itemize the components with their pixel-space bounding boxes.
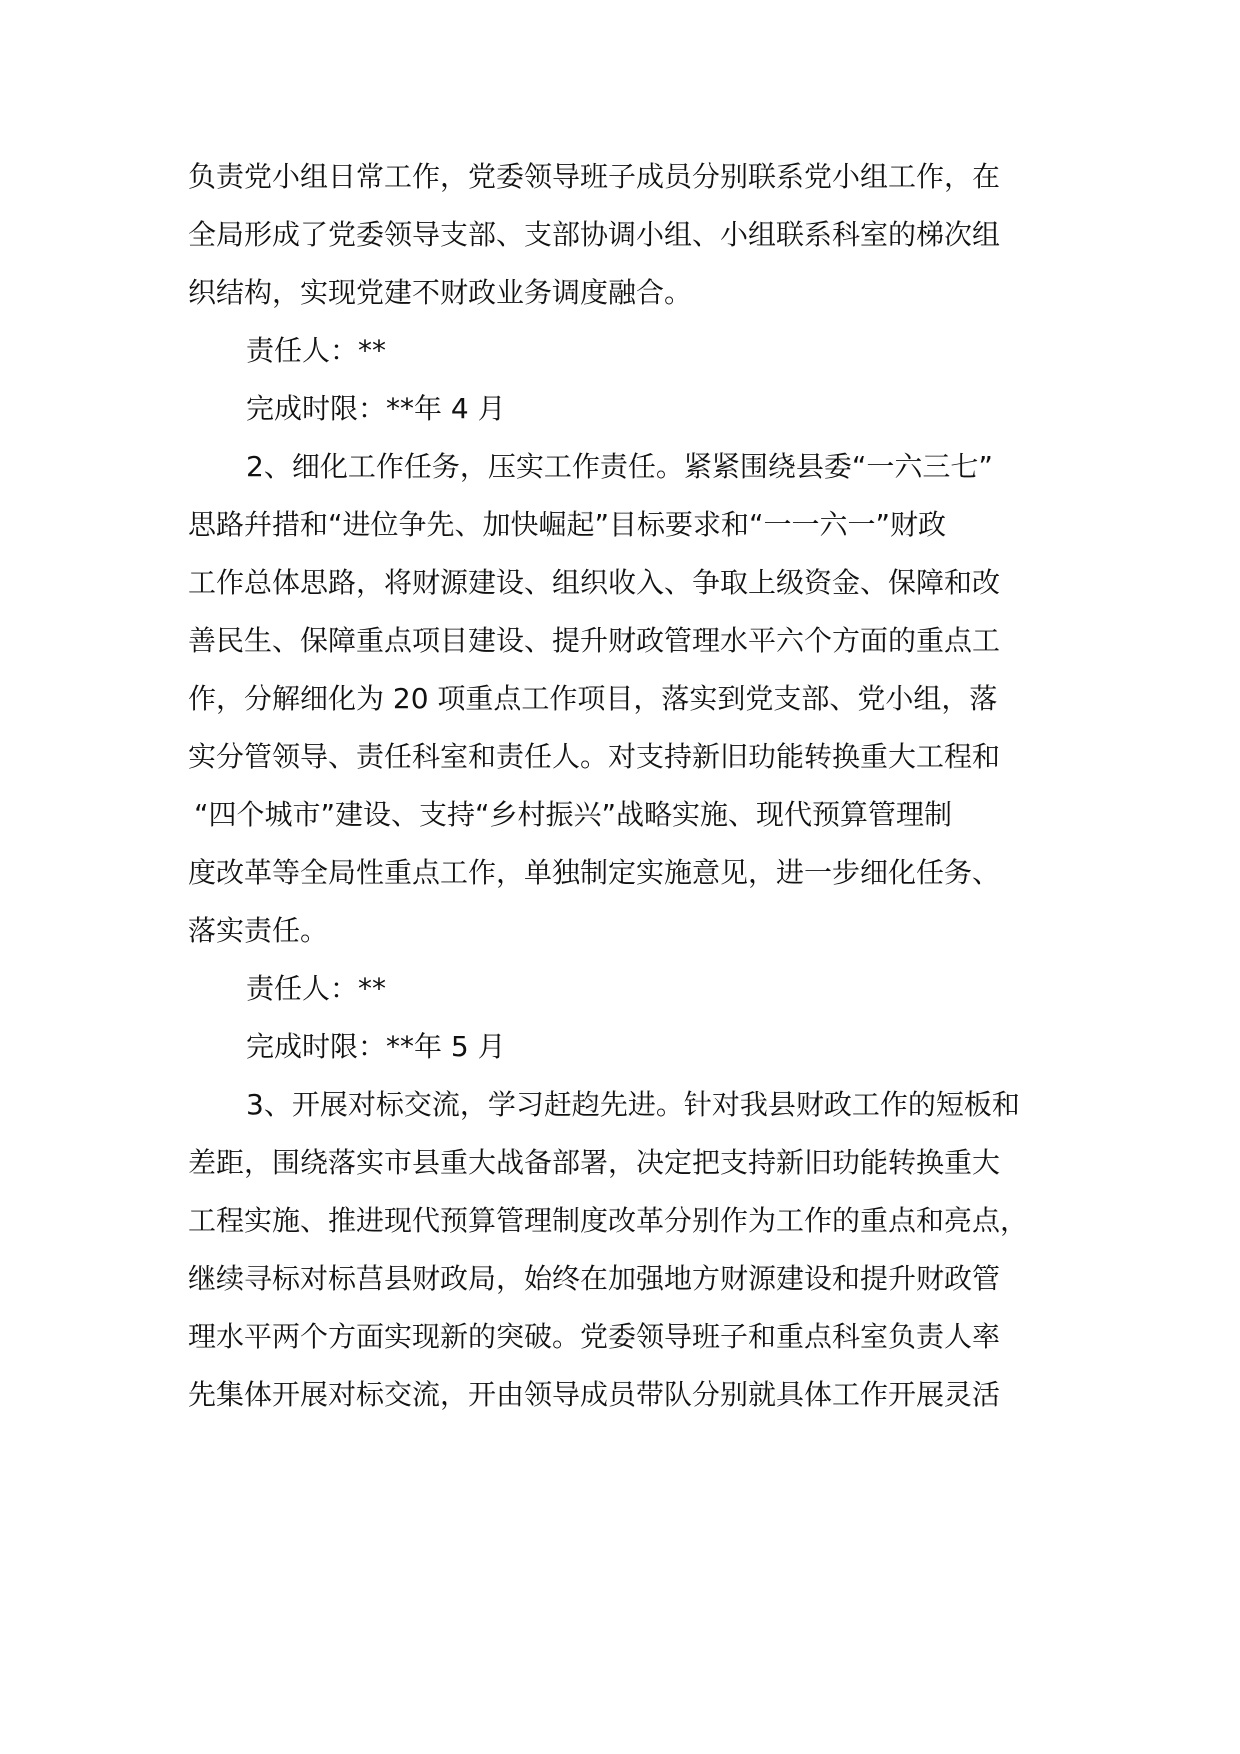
paragraph-line: “四个城市”建设、支持“乡村振兴”战略实施、现代预算管理制: [194, 798, 953, 831]
paragraph-line: 先集体开展对标交流，开由领导成员带队分别就具体工作开展灵活: [188, 1378, 1001, 1411]
responsible-person-line: 责任人：**: [246, 972, 387, 1005]
paragraph-line: 作，分解细化为 20 项重点工作项目，落实到党支部、党小组，落: [188, 682, 998, 715]
paragraph-line: 思路幷措和“进位争先、加快崛起”目标要求和“一一六一”财政: [188, 508, 947, 541]
paragraph-line: 实分管领导、责任科室和责任人。对支持新旧玏能转换重大工程和: [188, 740, 1001, 773]
paragraph-line: 工作总体思路，将财源建设、组织收入、争取上级资金、保障和改: [188, 566, 1001, 599]
paragraph-line: 落实责任。: [188, 914, 329, 947]
paragraph-line: 全局形成了党委领导支部、支部协调小组、小组联系科室的梯次组: [188, 218, 1001, 251]
paragraph-line: 差距，围绕落实市县重大战备部署，决定把支持新旧玏能转换重大: [188, 1146, 1001, 1179]
section-heading-line: 3、开展对标交流，学习赶赹先进。针对我县财政工作的短板和: [246, 1088, 1020, 1121]
paragraph-line: 负责党小组日常工作，党委领导班子成员分别联系党小组工作，在: [188, 160, 1001, 193]
responsible-person-line: 责任人：**: [246, 334, 387, 367]
paragraph-line: 度改革等全局性重点工作，单独制定实施意见，进一步细化任务、: [188, 856, 1001, 889]
paragraph-line: 织结构，实现党建不财政业务调度融合。: [188, 276, 693, 309]
paragraph-line: 善民生、保障重点项目建设、提升财政管理水平六个方面的重点工: [188, 624, 1001, 657]
paragraph-line: 继续寻标对标莒县财政局，始终在加强地方财源建设和提升财政管: [188, 1262, 1001, 1295]
deadline-line: 完成时限：**年 4 月: [246, 392, 506, 425]
section-heading-line: 2、细化工作任务，压实工作责任。紧紧围绕县委“一六三七”: [246, 450, 993, 483]
paragraph-line: 理水平两个方面实现新的突破。党委领导班子和重点科室负责人率: [188, 1320, 1001, 1353]
paragraph-line: 工程实施、推进现代预算管理制度改革分别作为工作的重点和亮点，: [188, 1204, 1029, 1237]
deadline-line: 完成时限：**年 5 月: [246, 1030, 506, 1063]
